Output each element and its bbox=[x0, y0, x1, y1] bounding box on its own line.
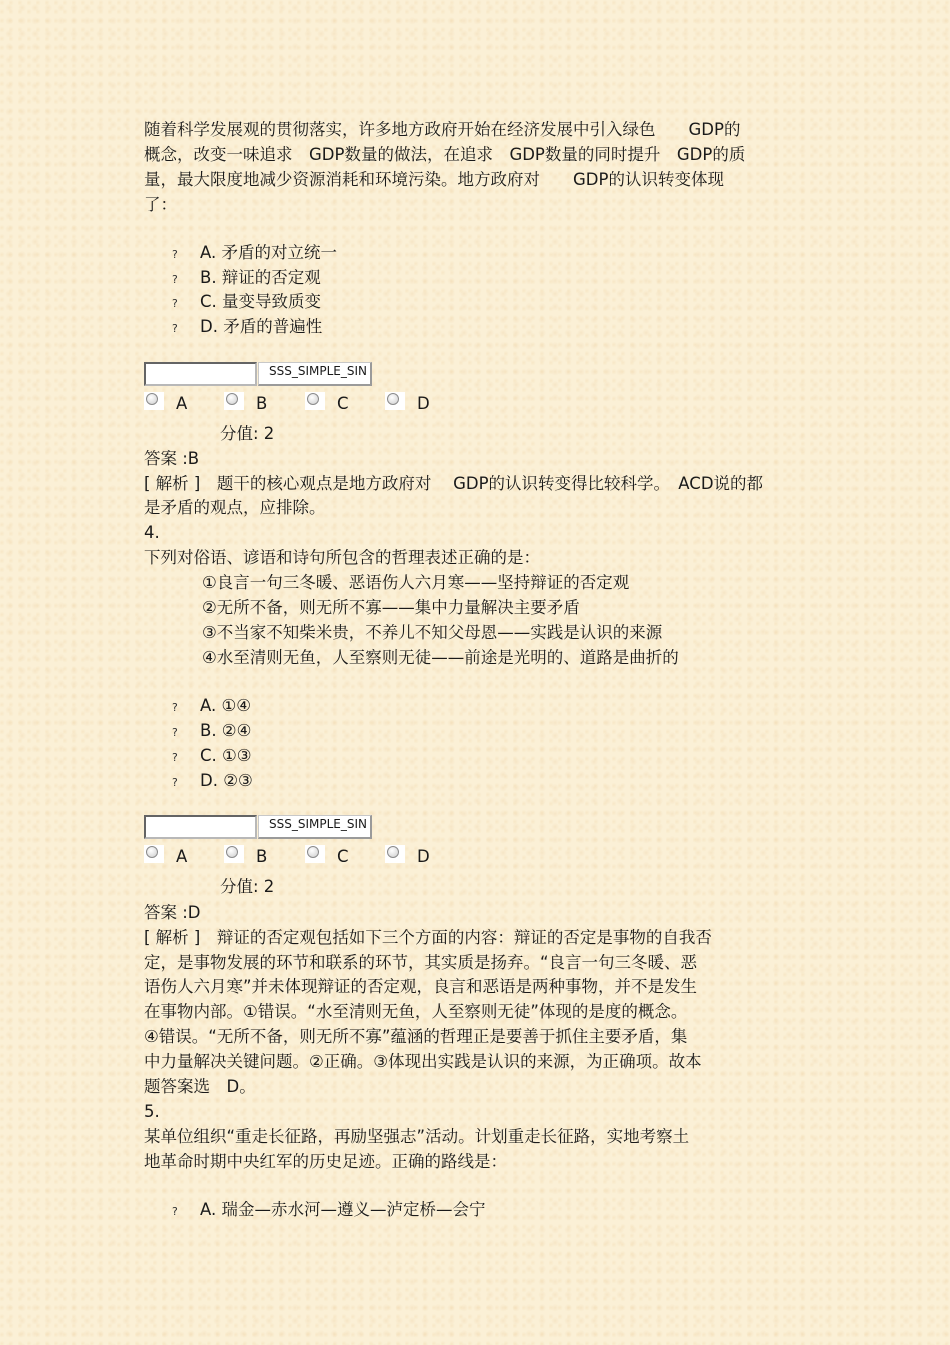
q5-stem-line-2: 地革命时期中央红军的历史足迹。正确的路线是： bbox=[144, 1152, 507, 1171]
q5-number: 5. bbox=[144, 1102, 160, 1121]
radio-icon[interactable] bbox=[387, 393, 399, 405]
q3-option-a: ? A. 矛盾的对立统一 bbox=[172, 242, 337, 266]
bullet-icon: ? bbox=[172, 297, 178, 310]
q3-stem-line-1: 随着科学发展观的贯彻落实，许多地方政府开始在经济发展中引入绿色 GDP的 bbox=[144, 120, 741, 139]
q4-analysis-line-6: 中力量解决关键问题。②正确。③体现出实践是认识的来源，为正确项。故本 bbox=[144, 1052, 702, 1071]
bullet-icon: ? bbox=[172, 701, 178, 714]
bullet-icon: ? bbox=[172, 751, 178, 764]
q4-analysis-line-3: 语伤人六月寒”并未体现辩证的否定观，良言和恶语是两种事物，并不是发生 bbox=[144, 977, 698, 996]
q4-analysis-line-5: ④错误。“无所不备，则无所不寡”蕴涵的哲理正是要善于抓住主要矛盾，集 bbox=[144, 1027, 688, 1046]
bullet-icon: ? bbox=[172, 1205, 178, 1218]
q3-answer-widget bbox=[144, 362, 430, 414]
q4-stem: 下列对俗语、谚语和诗句所包含的哲理表述正确的是： bbox=[144, 548, 540, 567]
q4-analysis-line-4: 在事物内部。①错误。“水至清则无鱼，人至察则无徒”体现的是度的概念。 bbox=[144, 1002, 688, 1021]
radio-icon[interactable] bbox=[146, 393, 158, 405]
q3-score: 分值: 2 bbox=[220, 424, 275, 443]
q4-number: 4. bbox=[144, 523, 160, 542]
q3-widget-label: SSS_SIMPLE_SIN bbox=[258, 362, 372, 386]
q4-radio-group: A B C D bbox=[144, 845, 444, 867]
radio-icon[interactable] bbox=[226, 393, 238, 405]
q4-answer: 答案 :D bbox=[144, 903, 201, 922]
q3-stem-line-3: 量，最大限度地减少资源消耗和环境污染。地方政府对 GDP的认识转变体现 bbox=[144, 170, 724, 189]
q3-option-b: ? B. 辩证的否定观 bbox=[172, 267, 321, 291]
q4-score: 分值: 2 bbox=[220, 877, 275, 896]
q4-analysis-line-1: [ 解析 ] 辩证的否定观包括如下三个方面的内容：辩证的否定是事物的自我否 bbox=[144, 928, 712, 947]
q3-stem-line-2: 概念，改变一味追求 GDP数量的做法，在追求 GDP数量的同时提升 GDP的质 bbox=[144, 145, 746, 164]
radio-icon[interactable] bbox=[226, 846, 238, 858]
q5-option-a: ? A. 瑞金—赤水河—遵义—泸定桥—会宁 bbox=[172, 1199, 486, 1223]
radio-icon[interactable] bbox=[146, 846, 158, 858]
q4-option-c: ? C. ①③ bbox=[172, 745, 252, 769]
q4-analysis-line-2: 定，是事物发展的环节和联系的环节，其实质是扬弃。“良言一句三冬暖、恶 bbox=[144, 953, 698, 972]
bullet-icon: ? bbox=[172, 248, 178, 261]
q5-stem-line-1: 某单位组织“重走长征路，再励坚强志”活动。计划重走长征路，实地考察土 bbox=[144, 1127, 690, 1146]
q4-item-1: ①良言一句三冬暖、恶语伤人六月寒——坚持辩证的否定观 bbox=[202, 573, 630, 592]
q4-widget-label: SSS_SIMPLE_SIN bbox=[258, 815, 372, 839]
q4-item-4: ④水至清则无鱼，人至察则无徒——前途是光明的、道路是曲折的 bbox=[202, 648, 679, 667]
q4-analysis-line-7: 题答案选 D。 bbox=[144, 1077, 256, 1096]
radio-icon[interactable] bbox=[387, 846, 399, 858]
q3-answer-input[interactable] bbox=[144, 362, 257, 386]
bullet-icon: ? bbox=[172, 273, 178, 286]
q4-item-3: ③不当家不知柴米贵，不养儿不知父母恩——实践是认识的来源 bbox=[202, 623, 663, 642]
q4-option-d: ? D. ②③ bbox=[172, 770, 253, 794]
q3-option-c: ? C. 量变导致质变 bbox=[172, 291, 321, 315]
q4-option-a: ? A. ①④ bbox=[172, 695, 251, 719]
q3-stem-line-4: 了： bbox=[144, 195, 177, 214]
q4-answer-widget bbox=[144, 815, 430, 867]
bullet-icon: ? bbox=[172, 776, 178, 789]
bullet-icon: ? bbox=[172, 322, 178, 335]
q3-option-d: ? D. 矛盾的普遍性 bbox=[172, 316, 322, 340]
q3-analysis-line-1: [ 解析 ] 题干的核心观点是地方政府对 GDP的认识转变得比较科学。 ACD说的都 bbox=[144, 474, 764, 493]
q4-item-2: ②无所不备，则无所不寡——集中力量解决主要矛盾 bbox=[202, 598, 580, 617]
q4-answer-input[interactable] bbox=[144, 815, 257, 839]
q4-option-b: ? B. ②④ bbox=[172, 720, 251, 744]
q3-analysis-line-2: 是矛盾的观点，应排除。 bbox=[144, 498, 326, 517]
radio-icon[interactable] bbox=[307, 846, 319, 858]
radio-icon[interactable] bbox=[307, 393, 319, 405]
q3-answer: 答案 :B bbox=[144, 449, 200, 468]
bullet-icon: ? bbox=[172, 726, 178, 739]
q3-radio-group: A B C D bbox=[144, 392, 444, 414]
